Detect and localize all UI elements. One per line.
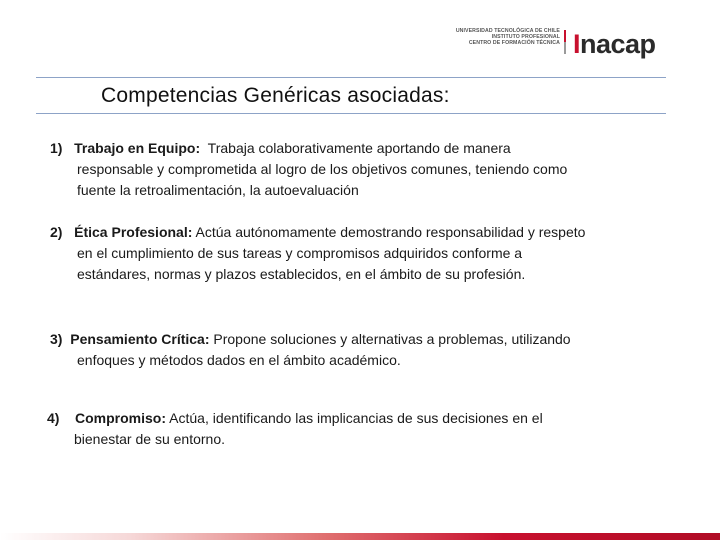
item-title: Trabajo en Equipo:: [74, 140, 201, 156]
item-text: estándares, normas y plazos establecidos, en el ámbito de su profesión.: [77, 266, 526, 282]
competency-item-2: [50, 222, 672, 285]
item-text: Propone soluciones y alternativas a problemas, utilizando: [213, 331, 571, 347]
institution-line: UNIVERSIDAD TECNOLÓGICA DE CHILE: [455, 28, 560, 34]
competency-item-4: [47, 408, 667, 450]
institution-text: [440, 28, 560, 47]
item-text: responsable y comprometida al logro de los objetivos comunes, teniendo como: [77, 161, 568, 177]
competency-item-3: [50, 329, 666, 371]
inacap-wordmark: [573, 29, 656, 59]
inacap-logo: [440, 26, 680, 66]
competency-item-1: [50, 138, 668, 201]
item-number: 3): [50, 331, 63, 347]
wordmark-rest: nacap: [580, 29, 656, 59]
heading-rule-bottom: [36, 113, 666, 114]
item-text: Actúa autónomamente demostrando responsabilidad y respeto: [195, 224, 586, 240]
page-title: Competencias Genéricas asociadas:: [101, 84, 450, 107]
item-text: en el cumplimiento de sus tareas y compromisos adquiridos conforme a: [77, 245, 523, 261]
footer-accent-bar: [0, 533, 720, 540]
item-title: Pensamiento Crítica:: [70, 331, 210, 347]
institution-line: CENTRO DE FORMACIÓN TÉCNICA: [468, 40, 560, 47]
item-title: Ética Profesional:: [74, 224, 193, 240]
item-number: 1): [50, 140, 63, 156]
item-number: 4): [47, 410, 60, 426]
item-text: bienestar de su entorno.: [74, 431, 225, 447]
heading-rule-top: [36, 77, 666, 78]
item-text: fuente la retroalimentación, la autoevaluación: [77, 182, 359, 198]
item-title: Compromiso:: [75, 410, 167, 426]
logo-divider-mark: [564, 30, 566, 54]
item-text: Actúa, identificando las implicancias de sus decisiones en el: [169, 410, 543, 426]
institution-line: INSTITUTO PROFESIONAL: [491, 34, 560, 41]
item-text: Trabaja colaborativamente aportando de manera: [207, 140, 511, 156]
item-text: enfoques y métodos dados en el ámbito académico.: [77, 352, 401, 368]
item-number: 2): [50, 224, 63, 240]
wordmark-prefix: I: [573, 29, 581, 59]
